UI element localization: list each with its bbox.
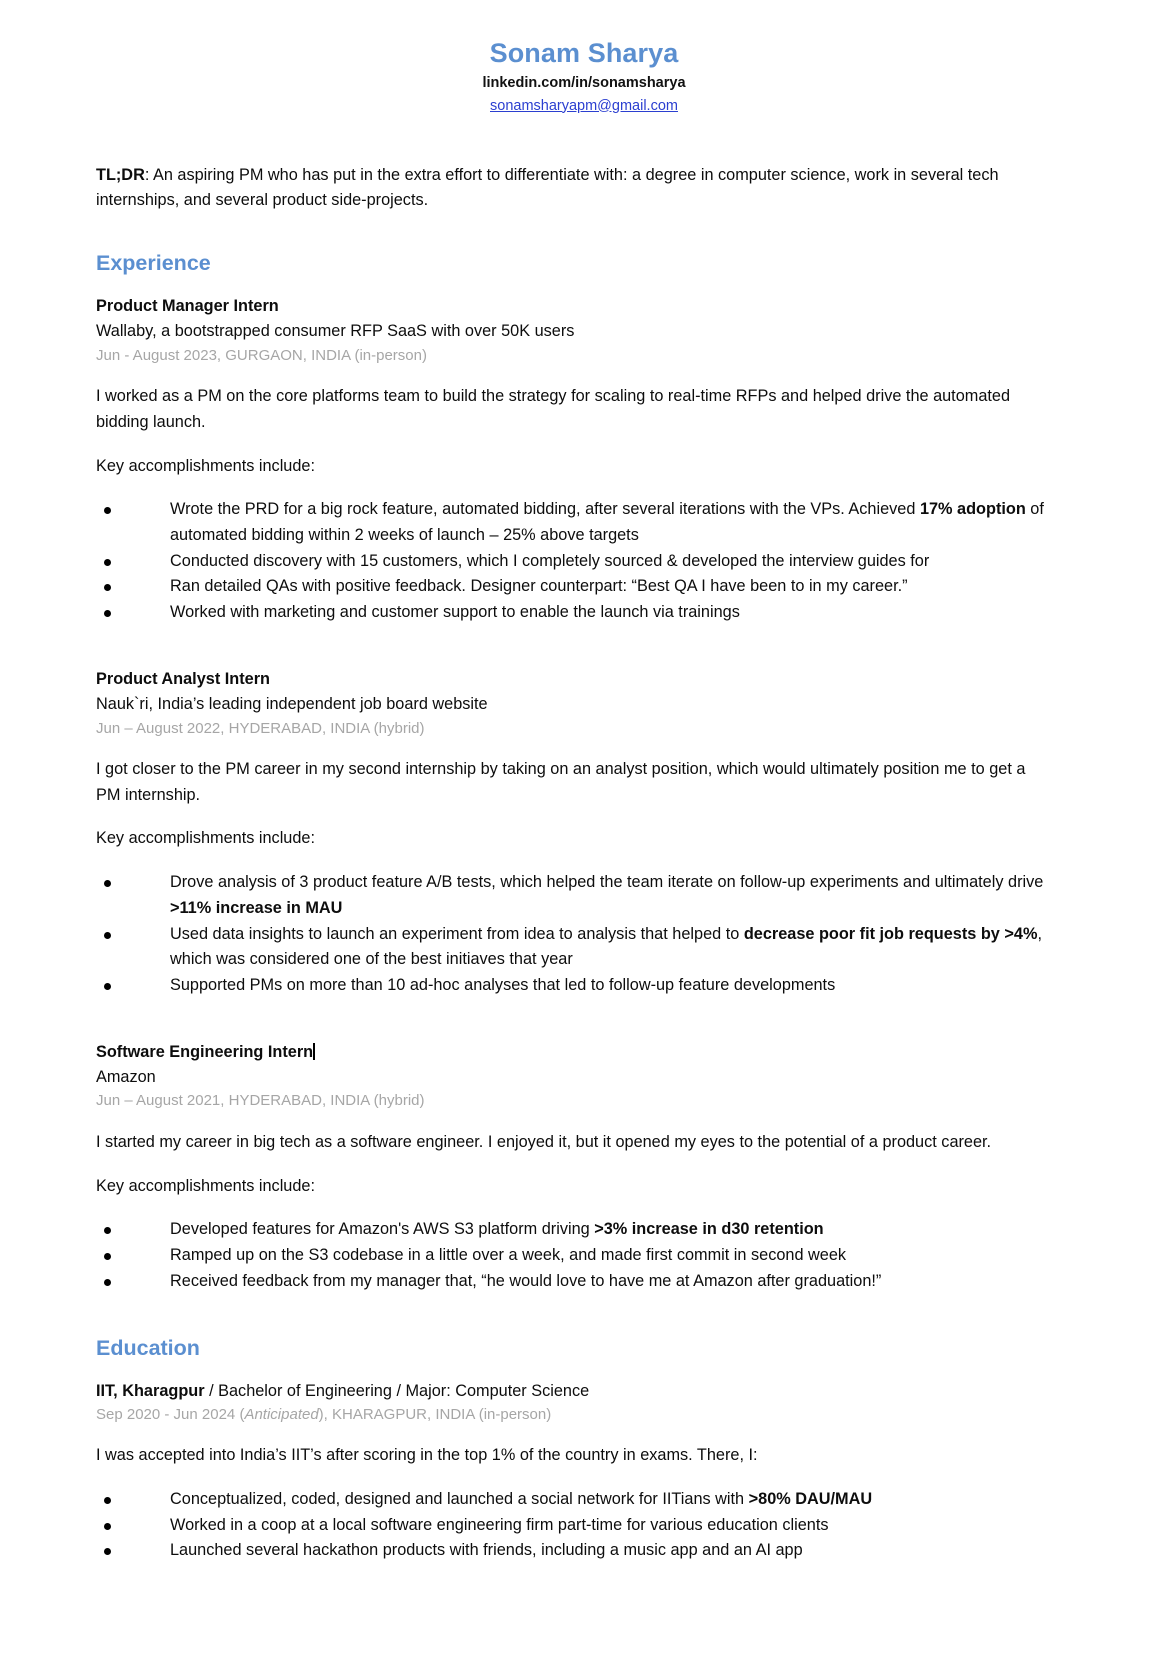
- list-item: [96, 1487, 1072, 1513]
- job-title-text: Software Engineering Intern: [96, 1042, 314, 1061]
- accomplishments-label: Key accomplishments include:: [96, 1176, 315, 1195]
- bullet-text: Received feedback from my manager that, “he would love to have me at Amazon after graduation!”: [170, 1271, 882, 1290]
- accomplishments-label: Key accomplishments include:: [96, 829, 315, 848]
- bullet-text: Conducted discovery with 15 customers, which I completely sourced & developed the interview guides for: [170, 551, 930, 570]
- accomplishments-list: [96, 870, 1072, 999]
- job-organization: Nauk`ri, India’s leading independent job board website: [96, 695, 488, 714]
- entry-spacer: [96, 648, 1072, 668]
- job-summary: I started my career in big tech as a software engineer. I enjoyed it, but it opened my eyes to the potential of a product career.: [96, 1132, 992, 1151]
- bullet-highlight: >3% increase in d30 retention: [594, 1220, 824, 1239]
- list-item: [96, 870, 1072, 921]
- list-item: [96, 1269, 1072, 1295]
- bullet-text: Conceptualized, coded, designed and launched a social network for IITians with: [170, 1489, 749, 1508]
- tldr-paragraph: [96, 163, 1051, 214]
- education-location: ), KHARAGPUR, INDIA (in-person): [318, 1405, 552, 1423]
- job-title: [96, 668, 270, 691]
- document-header: [96, 38, 1072, 117]
- job-organization: Amazon: [96, 1068, 156, 1087]
- experience-entry: [96, 1041, 1072, 1295]
- list-item: [96, 1538, 1072, 1564]
- degree-text: / Bachelor of Engineering / Major: Computer Science: [204, 1381, 590, 1400]
- job-title-text: Product Analyst Intern: [96, 669, 270, 688]
- bullet-text-tail: of automated bidding within 2 weeks of launch – 25% above targets: [170, 500, 1044, 544]
- bullet-text: Drove analysis of 3 product feature A/B tests, which helped the team iterate on follow-up experiments and ultimately drive: [170, 873, 1044, 892]
- job-title[interactable]: [96, 1041, 315, 1064]
- job-organization: Wallaby, a bootstrapped consumer RFP SaaS with over 50K users: [96, 322, 575, 341]
- bullet-text: Worked with marketing and customer support to enable the launch via trainings: [170, 603, 740, 622]
- list-item: [96, 922, 1072, 973]
- section-heading-experience: Experience: [96, 251, 211, 276]
- bullet-highlight: >80% DAU/MAU: [748, 1489, 873, 1508]
- job-meta: Jun - August 2023, GURGAON, INDIA (in-person): [96, 346, 427, 364]
- job-summary: I worked as a PM on the core platforms team to build the strategy for scaling to real-time RFPs and helped drive the automated bidding launch.: [96, 387, 1011, 431]
- tldr-text: : An aspiring PM who has put in the extra effort to differentiate with: a degree in computer science, work in several tech internships, and several product side-projects.: [96, 165, 999, 210]
- email-link[interactable]: sonamsharyapm@gmail.com: [490, 97, 678, 114]
- bullet-text: Used data insights to launch an experiment from idea to analysis that helped to: [170, 924, 744, 943]
- experience-entry: [96, 295, 1072, 626]
- job-title: [96, 295, 279, 318]
- section-heading-education: Education: [96, 1335, 200, 1360]
- education-summary: I was accepted into India’s IIT’s after scoring in the top 1% of the country in exams. There, I:: [96, 1446, 758, 1465]
- list-item: [96, 574, 1072, 600]
- bullet-text: Wrote the PRD for a big rock feature, automated bidding, after several iterations with the VPs. Achieved: [170, 500, 920, 519]
- list-item: [96, 549, 1072, 575]
- education-list: [96, 1487, 1072, 1564]
- list-item: [96, 600, 1072, 626]
- tldr-label: TL;DR: [96, 165, 145, 184]
- bullet-highlight: 17% adoption: [919, 500, 1026, 519]
- linkedin-handle: linkedin.com/in/sonamsharya: [482, 74, 686, 91]
- job-summary: I got closer to the PM career in my second internship by taking on an analyst position, which would ultimately position me to get a PM internship.: [96, 760, 1026, 804]
- accomplishments-list: [96, 497, 1072, 626]
- entry-spacer: [96, 1021, 1072, 1041]
- bullet-text: Developed features for Amazon's AWS S3 platform driving: [170, 1220, 595, 1239]
- education-meta: [96, 1404, 1072, 1427]
- education-dates: Sep 2020 - Jun 2024 (: [96, 1405, 245, 1423]
- list-item: [96, 497, 1072, 548]
- list-item: [96, 1513, 1072, 1539]
- education-entry: [96, 1380, 1072, 1565]
- bullet-text: Supported PMs on more than 10 ad-hoc analyses that led to follow-up feature developments: [170, 976, 836, 995]
- bullet-text: Ran detailed QAs with positive feedback. Designer counterpart: “Best QA I have been to in my career.”: [170, 577, 908, 596]
- page-title: Sonam Sharya: [489, 38, 679, 68]
- list-item: [96, 973, 1072, 999]
- job-title-text: Product Manager Intern: [96, 296, 279, 315]
- list-item: [96, 1217, 1072, 1243]
- accomplishments-label: Key accomplishments include:: [96, 456, 315, 475]
- bullet-text-tail: , which was considered one of the best initiaves that year: [170, 924, 1042, 969]
- school-name: IIT, Kharagpur: [96, 1381, 205, 1400]
- bullet-text: Worked in a coop at a local software engineering firm part-time for various education clients: [170, 1515, 829, 1534]
- bullet-highlight: >11% increase in MAU: [170, 898, 343, 917]
- experience-entry: [96, 668, 1072, 999]
- anticipated-note: Anticipated: [244, 1405, 319, 1423]
- text-cursor-caret: [313, 1043, 315, 1060]
- job-meta: Jun – August 2021, HYDERABAD, INDIA (hybrid): [96, 1092, 425, 1110]
- bullet-text: Ramped up on the S3 codebase in a little over a week, and made first commit in second week: [170, 1246, 847, 1265]
- list-item: [96, 1243, 1072, 1269]
- bullet-text: Launched several hackathon products with friends, including a music app and an AI app: [170, 1541, 803, 1560]
- bullet-highlight: decrease poor fit job requests by >4%: [743, 924, 1038, 943]
- education-title: [96, 1380, 589, 1403]
- accomplishments-list: [96, 1217, 1072, 1294]
- job-meta: Jun – August 2022, HYDERABAD, INDIA (hybrid): [96, 719, 425, 737]
